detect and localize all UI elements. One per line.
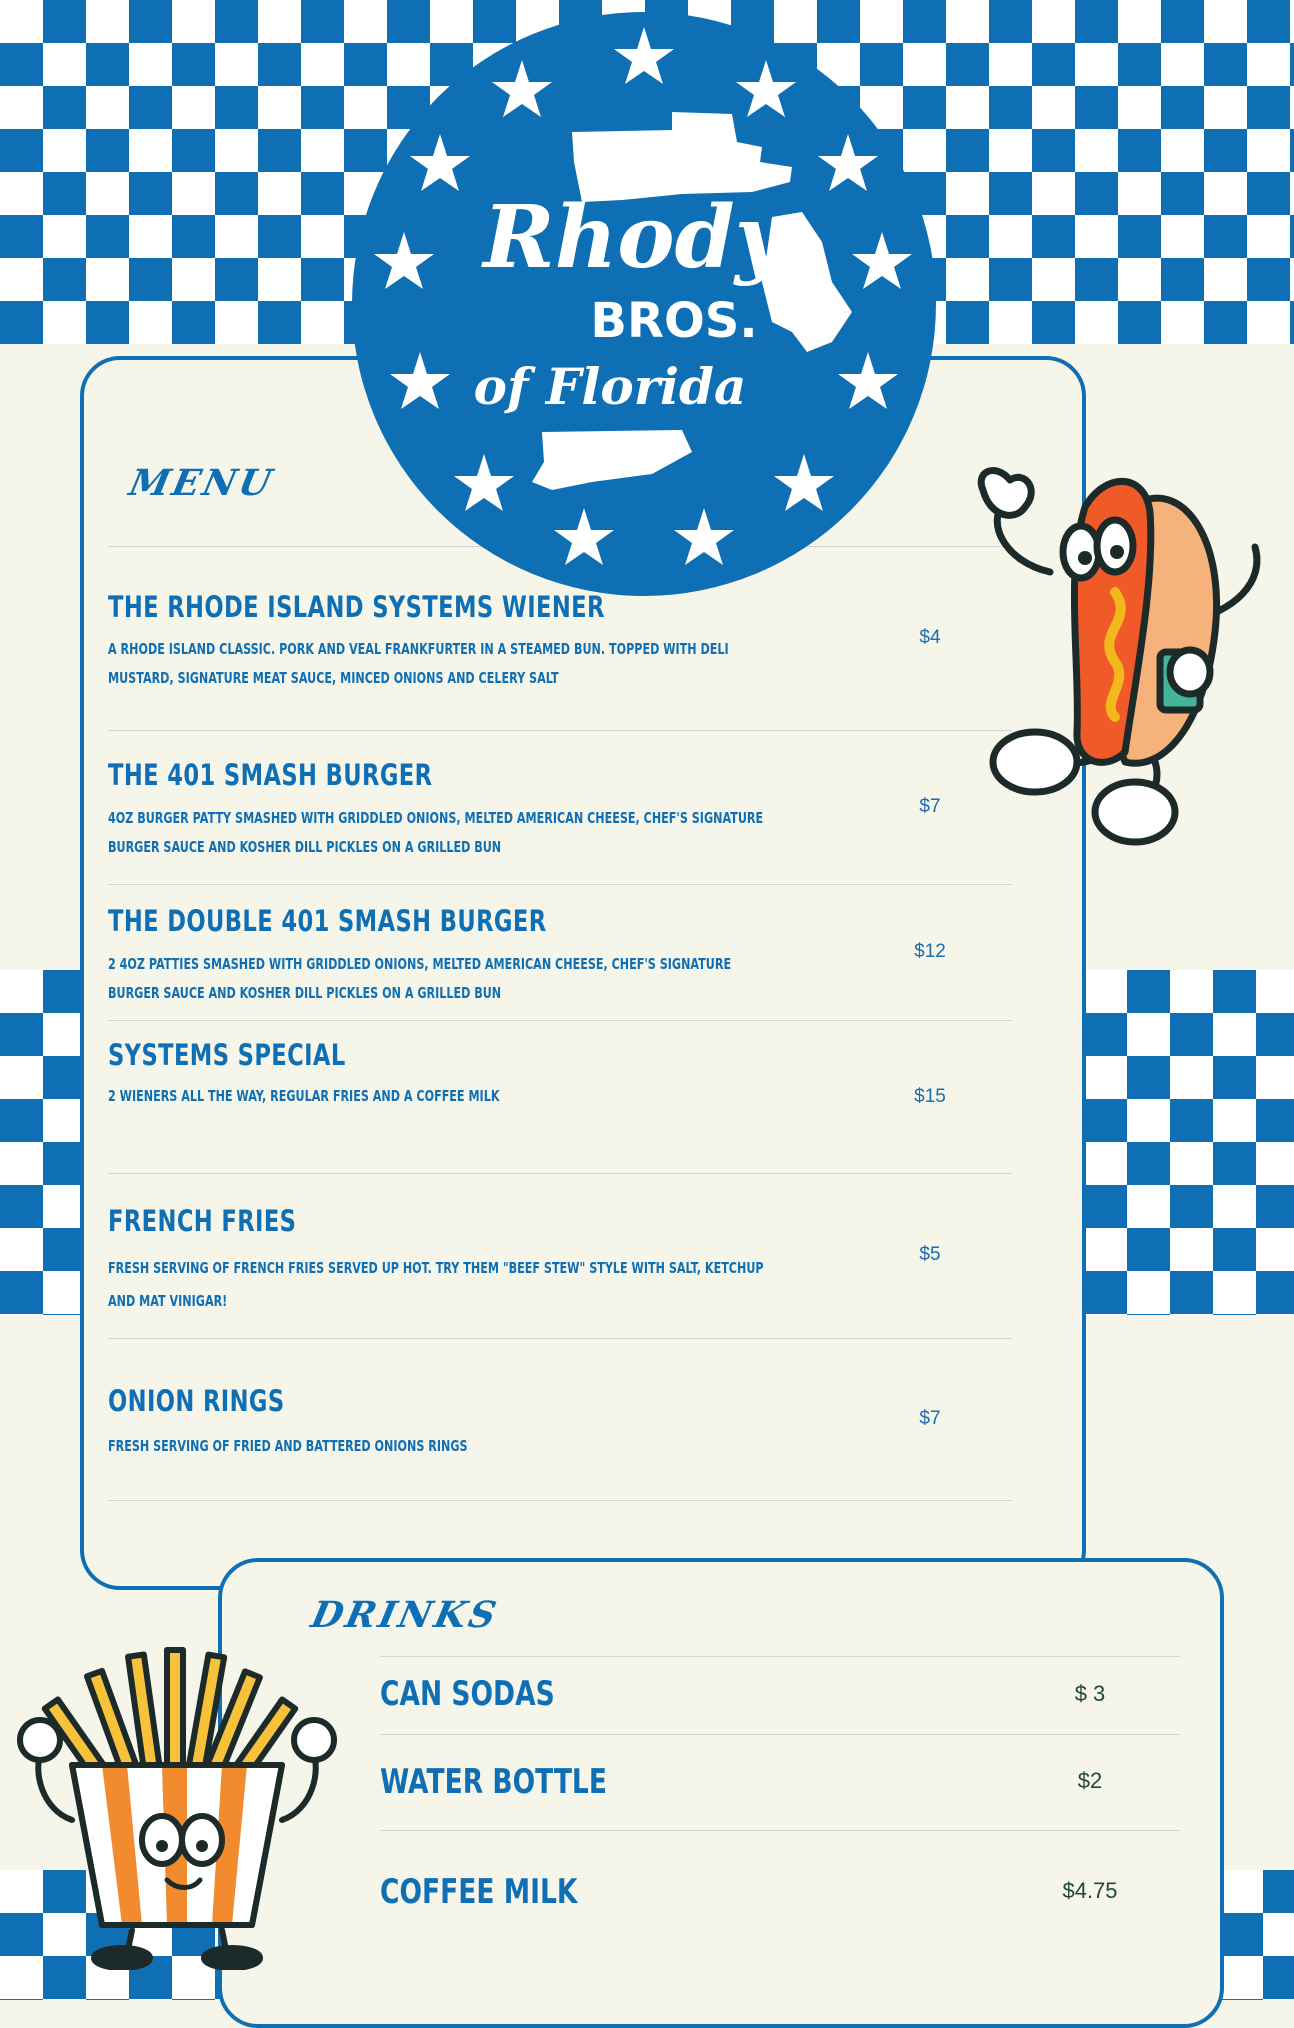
- menu-item-name: SYSTEMS SPECIAL: [108, 1038, 346, 1072]
- menu-item-price: $4: [919, 627, 941, 648]
- menu-item-name: THE RHODE ISLAND SYSTEMS WIENER: [108, 590, 605, 624]
- menu-item-description: 4OZ BURGER PATTY SMASHED WITH GRIDDLED ONIONS, MELTED AMERICAN CHEESE, CHEF'S SIGNATURE BURGER SAUCE AND KOSHER DILL PICKLES ON A GRILLED BUN: [108, 809, 764, 856]
- menu-item-price: $7: [919, 796, 941, 817]
- menu-item-name: FRENCH FRIES: [108, 1204, 297, 1238]
- drinks-divider: [380, 1830, 1180, 1831]
- menu-item-description: FRESH SERVING OF FRENCH FRIES SERVED UP HOT. TRY THEM "BEEF STEW" STYLE WITH SALT, KETCHUP AND MAT VINIGAR!: [108, 1259, 764, 1310]
- drink-item-price: $2: [1077, 1768, 1103, 1793]
- menu-divider: [108, 1020, 1012, 1021]
- menu-item-description: A RHODE ISLAND CLASSIC. PORK AND VEAL FRANKFURTER IN A STEAMED BUN. TOPPED WITH DELI MUSTARD, SIGNATURE MEAT SAUCE, MINCED ONIONS AND CELERY SALT: [108, 640, 729, 687]
- drink-item-price: $4.75: [1062, 1878, 1118, 1903]
- menu-item-description: 2 4OZ PATTIES SMASHED WITH GRIDDLED ONIONS, MELTED AMERICAN CHEESE, CHEF'S SIGNATURE BURGER SAUCE AND KOSHER DILL PICKLES ON A GRILLED BUN: [108, 955, 732, 1002]
- menu-item-price: $15: [914, 1086, 946, 1107]
- drink-item-name: WATER BOTTLE: [380, 1762, 607, 1802]
- drinks-divider: [380, 1656, 1180, 1657]
- rhody-bros-logo: [352, 12, 936, 596]
- checkered-panel-left: [0, 970, 84, 1315]
- menu-item-name: ONION RINGS: [108, 1384, 285, 1418]
- drink-item-price: $ 3: [1074, 1681, 1106, 1706]
- menu-item-price: $12: [914, 941, 946, 962]
- drinks-divider: [380, 1734, 1180, 1735]
- fries-mascot-icon: [12, 1640, 342, 1970]
- logo-bros-text: BROS.: [590, 293, 758, 349]
- drink-item-name: CAN SODAS: [380, 1674, 555, 1714]
- drink-item-name: COFFEE MILK: [380, 1872, 578, 1912]
- menu-item-price: $7: [919, 1408, 941, 1429]
- menu-heading: MENU: [125, 462, 279, 504]
- checkered-panel-right: [1084, 970, 1294, 1315]
- drinks-heading: DRINKS: [307, 1594, 503, 1636]
- menu-item-name: THE 401 SMASH BURGER: [108, 758, 433, 792]
- menu-divider: [108, 884, 1012, 885]
- hotdog-mascot-icon: [965, 462, 1285, 852]
- logo-florida-text: of Florida: [473, 357, 747, 416]
- menu-divider: [108, 1338, 1012, 1339]
- logo-script-text: Rhody: [483, 187, 785, 288]
- menu-item-name: THE DOUBLE 401 SMASH BURGER: [108, 904, 547, 938]
- menu-divider: [108, 1173, 1012, 1174]
- menu-item-description: 2 WIENERS ALL THE WAY, REGULAR FRIES AND A COFFEE MILK: [108, 1087, 500, 1105]
- menu-item-price: $5: [919, 1244, 941, 1265]
- menu-divider: [108, 730, 1012, 731]
- menu-divider: [108, 1500, 1012, 1501]
- menu-item-description: FRESH SERVING OF FRIED AND BATTERED ONIONS RINGS: [108, 1437, 468, 1455]
- checkered-panel-bottom-right: [1220, 1870, 1294, 2000]
